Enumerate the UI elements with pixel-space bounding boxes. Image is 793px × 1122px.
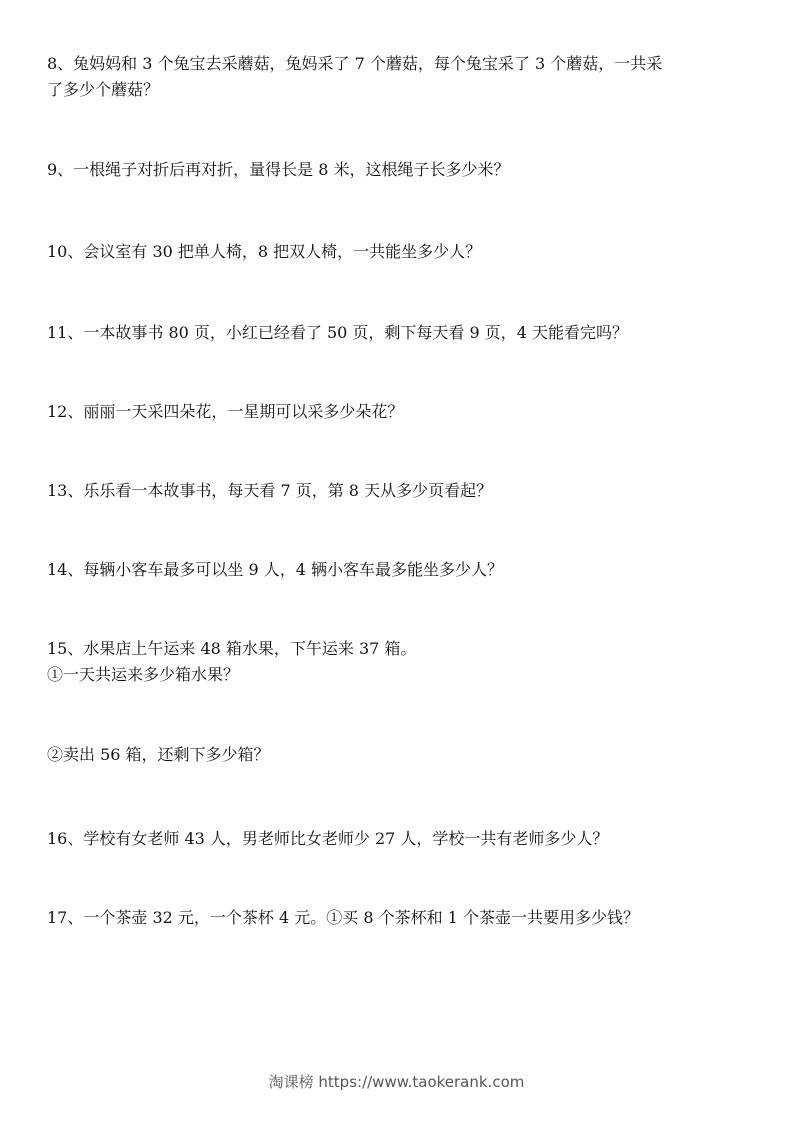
question-8 [47,51,757,103]
question-11-line-1: 11、一本故事书 80 页，小红已经看了 50 页，剩下每天看 9 页，4 天能看完吗？ [47,323,629,342]
question-13-line-1: 13、乐乐看一本故事书，每天看 7 页，第 8 天从多少页看起？ [47,481,493,500]
question-9 [47,157,757,183]
question-15-part-2-line-1: ②卖出 56 箱，还剩下多少箱？ [47,745,270,764]
question-15-part-2 [47,742,757,768]
question-14-line-1: 14、每辆小客车最多可以坐 9 人，4 辆小客车最多能坐多少人？ [47,560,503,579]
question-9-line-1: 9、一根绳子对折后再对折，量得长是 8 米，这根绳子长多少米？ [47,160,510,179]
question-14 [47,557,757,583]
question-16-line-1: 16、学校有女老师 43 人，男老师比女老师少 27 人，学校一共有老师多少人？ [47,829,609,848]
question-17 [47,905,757,931]
question-8-line-1: 8、兔妈妈和 3 个兔宝去采蘑菇，兔妈采了 7 个蘑菇，每个兔宝采了 3 个蘑菇，一共采 [47,54,663,73]
question-13 [47,478,757,504]
question-12 [47,399,757,425]
question-15-line-1: 15、水果店上午运来 48 箱水果，下午运来 37 箱。 [47,639,417,658]
question-15-part-1: ①一天共运来多少箱水果？ [47,665,240,684]
footer-watermark: 淘课榜 https://www.taokerank.com [268,1073,525,1091]
question-10 [47,239,757,265]
question-11 [47,320,757,346]
question-8-line-2: 了多少个蘑菇？ [47,80,160,99]
question-15 [47,636,757,688]
question-10-line-1: 10、会议室有 30 把单人椅，8 把双人椅，一共能坐多少人？ [47,242,482,261]
question-17-line-1: 17、一个茶壶 32 元，一个茶杯 4 元。①买 8 个茶杯和 1 个茶壶一共要用多少钱？ [47,908,639,927]
question-12-line-1: 12、丽丽一天采四朵花，一星期可以采多少朵花？ [47,402,404,421]
question-16 [47,826,757,852]
